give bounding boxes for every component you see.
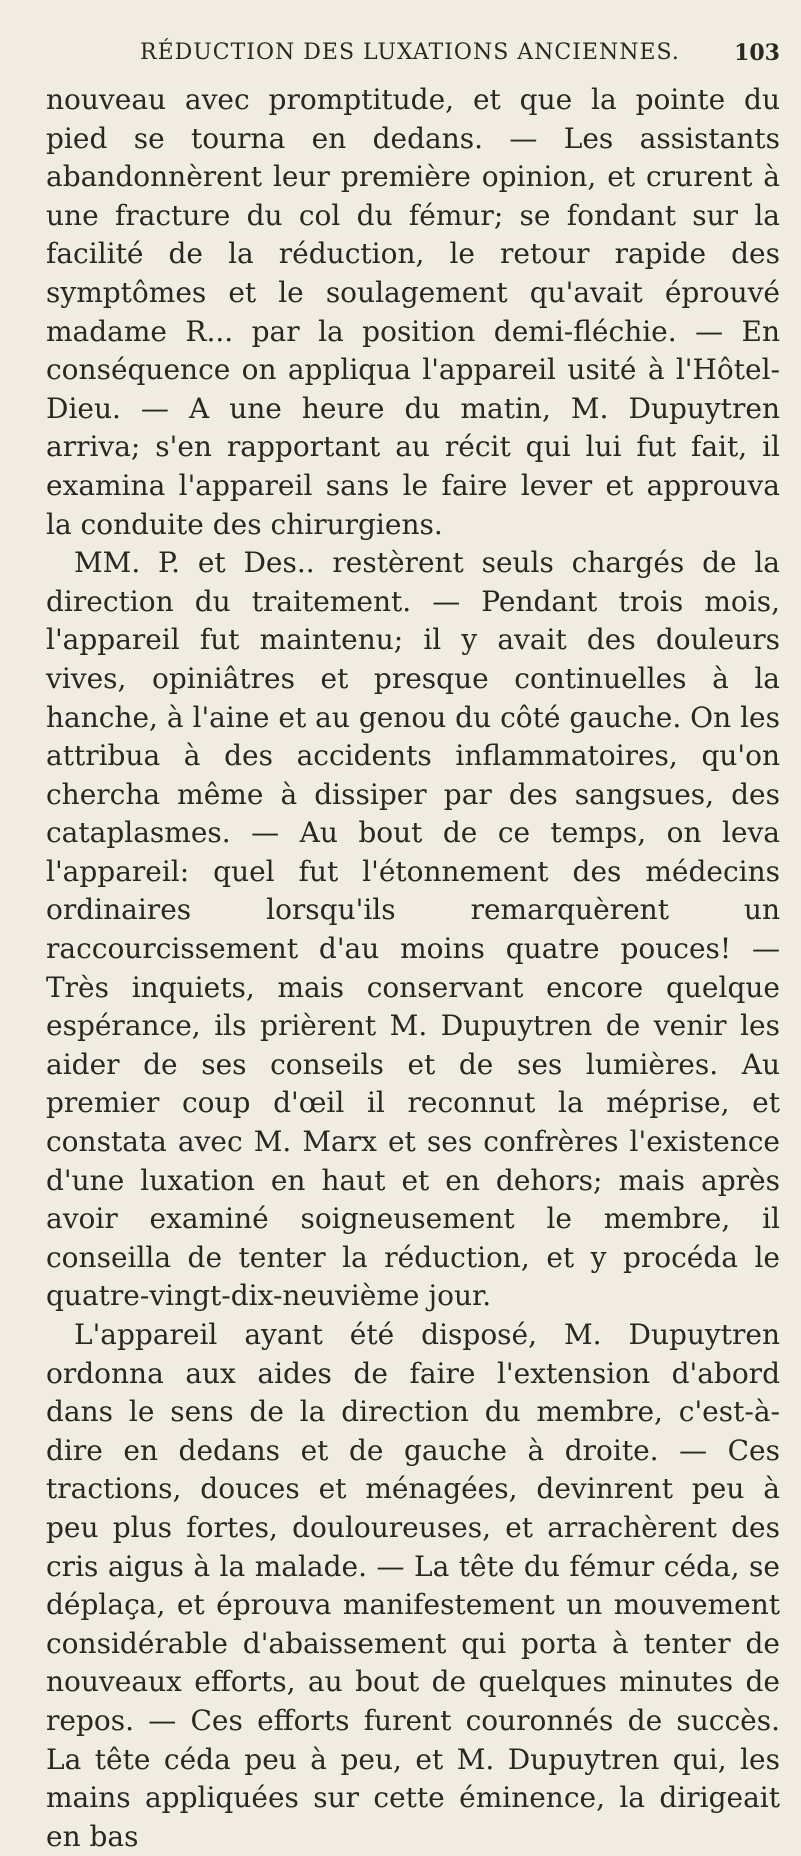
running-title: RÉDUCTION DES LUXATIONS ANCIENNES.	[140, 40, 680, 65]
page-number: 103	[734, 40, 780, 66]
paragraph: L'appareil ayant été disposé, M. Dupuytren ordonna aux aides de faire l'extension d'abord dans le sens de la direction du membre, c'est-à-dire en dedans et de gauche à droite. — Ces tractions, douces et ménagées, devinrent peu à peu plus fortes, douloureuses, et arrachèrent des cris aigus à la malade. — La tête du fémur céda, se déplaça, et éprouva manifestement un mouvement considérable d'abaissement qui porta à tenter de nouveaux efforts, au bout de quelques minutes de repos. — Ces efforts furent couronnés de succès. La tête céda peu à peu, et M. Dupuytren qui, les mains appliquées sur cette éminence, la dirigeait en bas	[46, 1318, 780, 1853]
paragraph: MM. P. et Des.. restèrent seuls chargés de la direction du traitement. — Pendant trois mois, l'appareil fut maintenu; il y avait des douleurs vives, opiniâtres et presque continuelles à la hanche, à l'aine et au genou du côté gauche. On les attribua à des accidents inflammatoires, qu'on chercha même à dissiper par des sangsues, des cataplasmes. — Au bout de ce temps, on leva l'appareil: quel fut l'étonnement des médecins ordinaires lorsqu'ils remarquèrent un raccourcissement d'au moins quatre pouces! — Très inquiets, mais conservant encore quelque espérance, ils prièrent M. Dupuytren de venir les aider de ses conseils et de ses lumières. Au premier coup d'œil il reconnut la méprise, et constata avec M. Marx et ses confrères l'existence d'une luxation en haut et en dehors; mais après avoir examiné soigneusement le membre, il conseilla de tenter la réduction, et y procéda le quatre-vingt-dix-neuvième jour.	[46, 546, 780, 1313]
paragraph-continued: nouveau avec promptitude, et que la pointe du pied se tourna en dedans. — Les assistants abandonnèrent leur première opinion, et crurent à une fracture du col du fémur; se fondant sur la facilité de la réduction, le retour rapide des symptômes et le soulagement qu'avait éprouvé madame R... par la position demi-fléchie. — En conséquence on appliqua l'appareil usité à l'Hôtel-Dieu. — A une heure du matin, M. Dupuytren arriva; s'en rapportant au récit qui lui fut fait, il examina l'appareil sans le faire lever et approuva la conduite des chirurgiens.	[46, 83, 780, 541]
running-header	[140, 40, 780, 80]
body-text	[46, 81, 780, 1856]
